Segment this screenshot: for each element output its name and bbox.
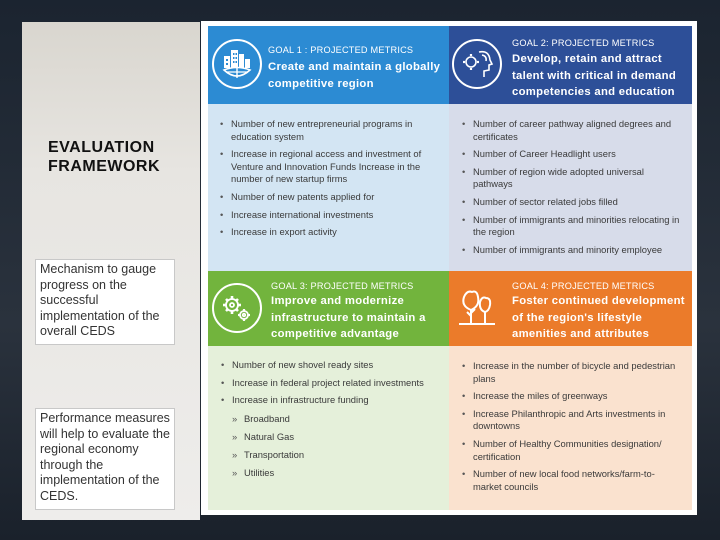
goal-4-header (449, 271, 692, 346)
goal-4-metric: • Increase in the number of bicycle and pedestrian plans (461, 360, 681, 385)
city-globe-icon (212, 39, 262, 89)
goal-2-header (449, 26, 692, 104)
note-performance: Performance measures will help to evaluate the regional economy through the implementation of the CEDS. (35, 408, 175, 510)
goal-3-metric: • Increase in federal project related investments (220, 377, 446, 390)
goal-3-metric: • Number of new shovel ready sites (220, 359, 446, 372)
goal-4-title: Foster continued development of the region's lifestyle amenities and attributes (512, 295, 685, 340)
goal-3-label: GOAL 3: PROJECTED METRICS (271, 281, 414, 291)
goal-2-metric: • Number of sector related jobs filled (461, 196, 685, 209)
goal-2-metric: • Number of career pathway aligned degrees and certificates (461, 118, 685, 143)
slide-title: EVALUATION FRAMEWORK (48, 139, 161, 175)
goal-4-metric: • Number of Healthy Communities designation/ certification (461, 438, 681, 463)
goal-3-sub-metric: » Utilities (232, 467, 432, 480)
goal-1-metric: • Increase international investments (219, 209, 441, 222)
goal-2-metric: • Number of immigrants and minorities relocating in the region (461, 214, 685, 239)
goal-1-header (208, 26, 449, 104)
goal-4-label: GOAL 4: PROJECTED METRICS (512, 281, 655, 291)
goal-2-metrics (449, 104, 692, 271)
goal-1-metric: • Increase in regional access and investment of Venture and Innovation Funds Increase in the number of new startup firms (219, 148, 441, 186)
goal-2-title: Develop, retain and attract talent with critical in demand competencies and education (512, 53, 677, 98)
goal-3-sub-metric: » Transportation (232, 449, 432, 462)
goal-3-sub-metric: » Broadband (232, 413, 432, 426)
goal-4-metrics (449, 346, 692, 510)
note-mechanism: Mechanism to gauge progress on the successful implementation of the overall CEDS (35, 259, 175, 345)
goal-4-metric: • Increase Philanthropic and Arts investments in downtowns (461, 408, 681, 433)
goal-3-metrics (208, 346, 449, 510)
goal-2-metric: • Number of Career Headlight users (461, 148, 685, 161)
gears-icon (212, 283, 262, 333)
people-gear-icon (452, 39, 502, 89)
goal-4-metric: • Increase the miles of greenways (461, 390, 681, 403)
goal-2-label: GOAL 2: PROJECTED METRICS (512, 38, 655, 48)
goal-1-title: Create and maintain a globally competitive region (268, 61, 441, 90)
goal-3-title: Improve and modernize infrastructure to maintain a competitive advantage (271, 295, 426, 340)
goal-4-metric: • Number of new local food networks/farm-to-market councils (461, 468, 681, 493)
goal-1-metric: • Number of new entrepreneurial programs in education system (219, 118, 441, 143)
goal-1-label: GOAL 1 : PROJECTED METRICS (268, 45, 414, 55)
goal-2-metric: • Number of region wide adopted universal pathways (461, 166, 685, 191)
goal-1-metrics (208, 104, 449, 271)
goal-1-metric: • Number of new patents applied for (219, 191, 441, 204)
goal-2-metric: • Number of immigrants and minority employee (461, 244, 685, 257)
goal-1-metric: • Increase in export activity (219, 226, 441, 239)
goal-3-metric: • Increase in infrastructure funding (220, 394, 446, 407)
trees-icon (452, 283, 502, 333)
goal-3-sub-metric: » Natural Gas (232, 431, 432, 444)
goal-3-header (208, 271, 449, 346)
